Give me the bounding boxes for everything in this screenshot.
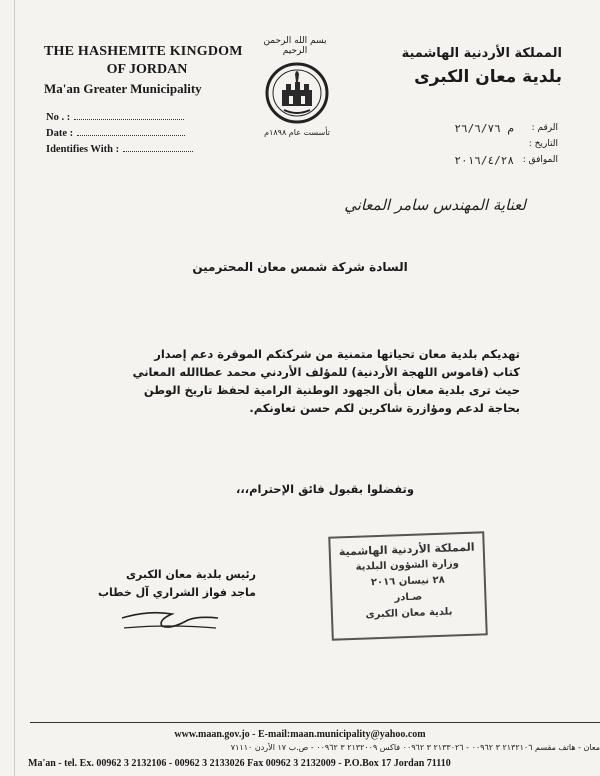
signatory-name: ماجد فواز الشراري آل خطاب xyxy=(97,586,256,599)
signature-icon xyxy=(118,606,222,634)
ref-ar-corr-row xyxy=(358,152,558,168)
founded-year: تأسست عام ١٨٩٨م xyxy=(264,128,330,137)
body-line: تهديكم بلدية معان تحياتها متمنية من شركتكم الموقرة دعم إصدار xyxy=(154,347,520,361)
kingdom-title-en: THE HASHEMITE KINGDOM xyxy=(44,44,243,59)
letter-body xyxy=(84,345,520,417)
recipient-line: السادة شركة شمس معان المحترمين xyxy=(192,260,408,274)
ref-ar-date-row xyxy=(358,136,558,152)
municipality-title-ar: بلدية معان الكبرى xyxy=(414,67,562,87)
municipality-emblem-icon xyxy=(262,60,332,126)
footer-web-email: www.maan.gov.jo - E-mail:maan.municipality@yahoo.com xyxy=(174,729,426,740)
ref-no-row xyxy=(46,110,193,126)
basmala-calligraphy: بسم الله الرحمن الرحيم xyxy=(263,36,327,56)
municipality-title-en: Ma'an Greater Municipality xyxy=(44,81,202,96)
reference-fields-ar xyxy=(358,120,558,168)
ref-ar-no-value: م ٢٦/٦/٧٦ xyxy=(454,121,514,135)
stamp-line: وزارة الشؤون البلدية xyxy=(355,558,460,573)
ref-no-label: No . : xyxy=(46,112,71,123)
closing-line: وتفضلوا بقبول فائق الإحترام،،، xyxy=(235,482,415,496)
ref-ar-no-row xyxy=(358,120,558,136)
reference-fields-en xyxy=(46,110,193,158)
body-line: كتاب (قاموس اللهجة الأردنية) للمؤلف الأردني محمد عطاالله المعاني xyxy=(132,365,520,379)
ref-date-label: Date : xyxy=(46,128,74,139)
stamp-line: بلدية معان الكبرى xyxy=(365,606,453,621)
ref-ar-date-label: التاريخ : xyxy=(528,139,558,149)
ref-identifies-row xyxy=(46,142,193,158)
ref-date-line xyxy=(77,126,185,136)
footer-contact-en: Ma'an - tel. Ex. 00962 3 2132106 - 00962 3 2133026 Fax 00962 3 2132009 - P.O.Box 17 Jordan 71110 xyxy=(28,758,451,769)
ref-ar-corr-label: الموافق : xyxy=(522,155,558,165)
signature-block xyxy=(70,566,256,602)
ref-no-line xyxy=(74,110,184,120)
ref-date-row xyxy=(46,126,193,142)
stamp-line: المملكة الأردنية الهاشمية xyxy=(338,540,475,559)
stamp-line: ٢٨ نيسان ٢٠١٦ xyxy=(370,574,445,589)
ref-identifies-line xyxy=(123,142,193,152)
ref-ar-corr-value: ٢٠١٦/٤/٢٨ xyxy=(454,153,514,167)
country-title-en: OF JORDAN xyxy=(106,62,188,77)
body-line: بحاجة لدعم ومؤازرة شاكرين لكم حسن تعاونكم. xyxy=(249,401,520,415)
ref-identifies-label: Identifies With : xyxy=(46,144,120,155)
footer-rule xyxy=(30,722,600,723)
ministry-stamp xyxy=(328,531,488,640)
header-arabic xyxy=(382,46,562,87)
header-english xyxy=(44,44,244,97)
footer-contact-ar: معان - هاتف مقسم ٢١٣٢١٠٦ ٣ ٠٠٩٦٢ - ٢١٣٣٠٢٦ ٣ ٠٠٩٦٢ فاكس ٢١٣٢٠٠٩ ٣ ٠٠٩٦٢ - ص.ب ١٧ الأردن ٧١١١٠ xyxy=(230,743,600,752)
body-line: حيث ترى بلدية معان بأن الجهود الوطنية الرامية لحفظ تاريخ الوطن xyxy=(143,383,520,397)
scan-edge xyxy=(14,0,15,776)
signatory-title: رئيس بلدية معان الكبرى xyxy=(125,568,256,581)
kingdom-title-ar: المملكة الأردنية الهاشمية xyxy=(401,46,562,61)
handwritten-note: لعناية المهندس سامر المعاني xyxy=(344,196,526,214)
ref-ar-no-label: الرقم : xyxy=(531,123,558,133)
stamp-line: صـادر xyxy=(394,591,423,604)
